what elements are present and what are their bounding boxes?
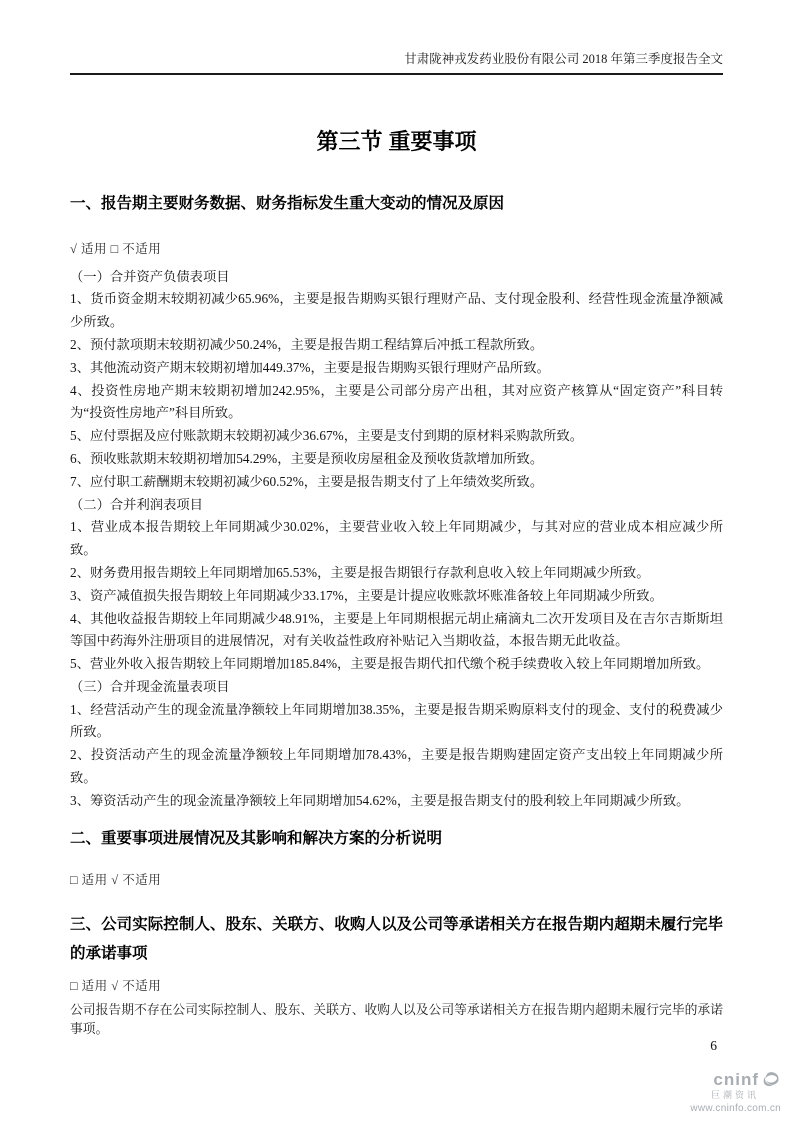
running-header: 甘肃陇神戎发药业股份有限公司 2018 年第三季度报告全文 xyxy=(70,52,723,75)
subsection-2-title: （二）合并利润表项目 xyxy=(70,496,203,512)
section-2-heading: 二、重要事项进展情况及其影响和解决方案的分析说明 xyxy=(70,829,443,847)
paragraph: 2、财务费用报告期较上年同期增加65.53%，主要是报告期银行存款利息收入较上年同期减少所致。 xyxy=(70,564,650,580)
paragraph: 3、其他流动资产期末较期初增加449.37%，主要是报告期购买银行理财产品所致。 xyxy=(70,359,550,375)
paragraph: 7、应付职工薪酬期末较期初减少60.52%，主要是报告期支付了上年绩效奖所致。 xyxy=(70,473,544,489)
cninfo-subtitle: 巨潮资讯 xyxy=(710,1090,759,1101)
section-3-applicability: □ 适用 √ 不适用 xyxy=(70,978,162,993)
paragraph: 3、资产减值损失报告期较上年同期减少33.17%，主要是计提应收账款坏账准备较上年同期减少所致。 xyxy=(70,587,663,603)
subsection-3-title: （三）合并现金流量表项目 xyxy=(70,678,230,694)
paragraph: 5、营业外收入报告期较上年同期增加185.84%，主要是报告期代扣代缴个税手续费收入较上年同期增加所致。 xyxy=(70,656,710,672)
page-number: 6 xyxy=(710,1038,717,1053)
paragraph: 1、货币资金期末较期初减少65.96%，主要是报告期购买银行理财产品、支付现金股利、经营性现金流量净额减少所致。 xyxy=(70,291,723,330)
paragraph: 5、应付票据及应付账款期末较期初减少36.67%，主要是支付到期的原材料采购款所致。 xyxy=(70,428,584,444)
paragraph: 4、投资性房地产期末较期初增加242.95%，主要是公司部分房产出租，其对应资产核算从“固定资产”科目转为“投资性房地产”科目所致。 xyxy=(70,382,723,421)
paragraph: 3、筹资活动产生的现金流量净额较上年同期增加54.62%，主要是报告期支付的股利较上年同期减少所致。 xyxy=(70,792,690,808)
paragraph: 6、预收账款期末较期初增加54.29%，主要是预收房屋租金及预收货款增加所致。 xyxy=(70,450,544,466)
section-1-applicability: √ 适用 □ 不适用 xyxy=(70,241,162,256)
paragraph: 2、投资活动产生的现金流量净额较上年同期增加78.43%，主要是报告期购建固定资产支出较上年同期减少所致。 xyxy=(70,747,723,786)
section-3-heading: 三、公司实际控制人、股东、关联方、收购人以及公司等承诺相关方在报告期内超期未履行完毕的承诺事项 xyxy=(70,915,723,962)
page-title: 第三节 重要事项 xyxy=(316,128,477,154)
paragraph: 4、其他收益报告期较上年同期减少48.91%，主要是上年同期根据元胡止痛滴丸二次开发项目及在吉尔吉斯斯坦等国中药海外注册项目的进展情况，对有关收益性政府补贴记入当期收益，本报告期无此收益。 xyxy=(70,610,723,649)
section-1-heading: 一、报告期主要财务数据、财务指标发生重大变动的情况及原因 xyxy=(70,194,505,212)
cninfo-url: www.cninfo.com.cn xyxy=(690,1103,781,1114)
section-1-body xyxy=(70,266,723,813)
paragraph: 1、经营活动产生的现金流量净额较上年同期增加38.35%，主要是报告期采购原料支付的现金、支付的税费减少所致。 xyxy=(70,701,723,740)
section-3-body: 公司报告期不存在公司实际控制人、股东、关联方、收购人以及公司等承诺相关方在报告期内超期未履行完毕的承诺事项。 xyxy=(70,1002,723,1036)
cninfo-logo-text: cninf xyxy=(713,1069,759,1089)
cninfo-swirl-icon xyxy=(761,1070,781,1090)
section-2-applicability: □ 适用 √ 不适用 xyxy=(70,872,162,887)
paragraph: 1、营业成本报告期较上年同期减少30.02%，主要营业收入较上年同期减少，与其对应的营业成本相应减少所致。 xyxy=(70,519,723,558)
subsection-1-title: （一）合并资产负债表项目 xyxy=(70,268,230,284)
paragraph: 2、预付款项期末较期初减少50.24%，主要是报告期工程结算后冲抵工程款所致。 xyxy=(70,336,544,352)
cninfo-logo-row xyxy=(690,1070,781,1090)
cninfo-watermark xyxy=(690,1070,781,1114)
